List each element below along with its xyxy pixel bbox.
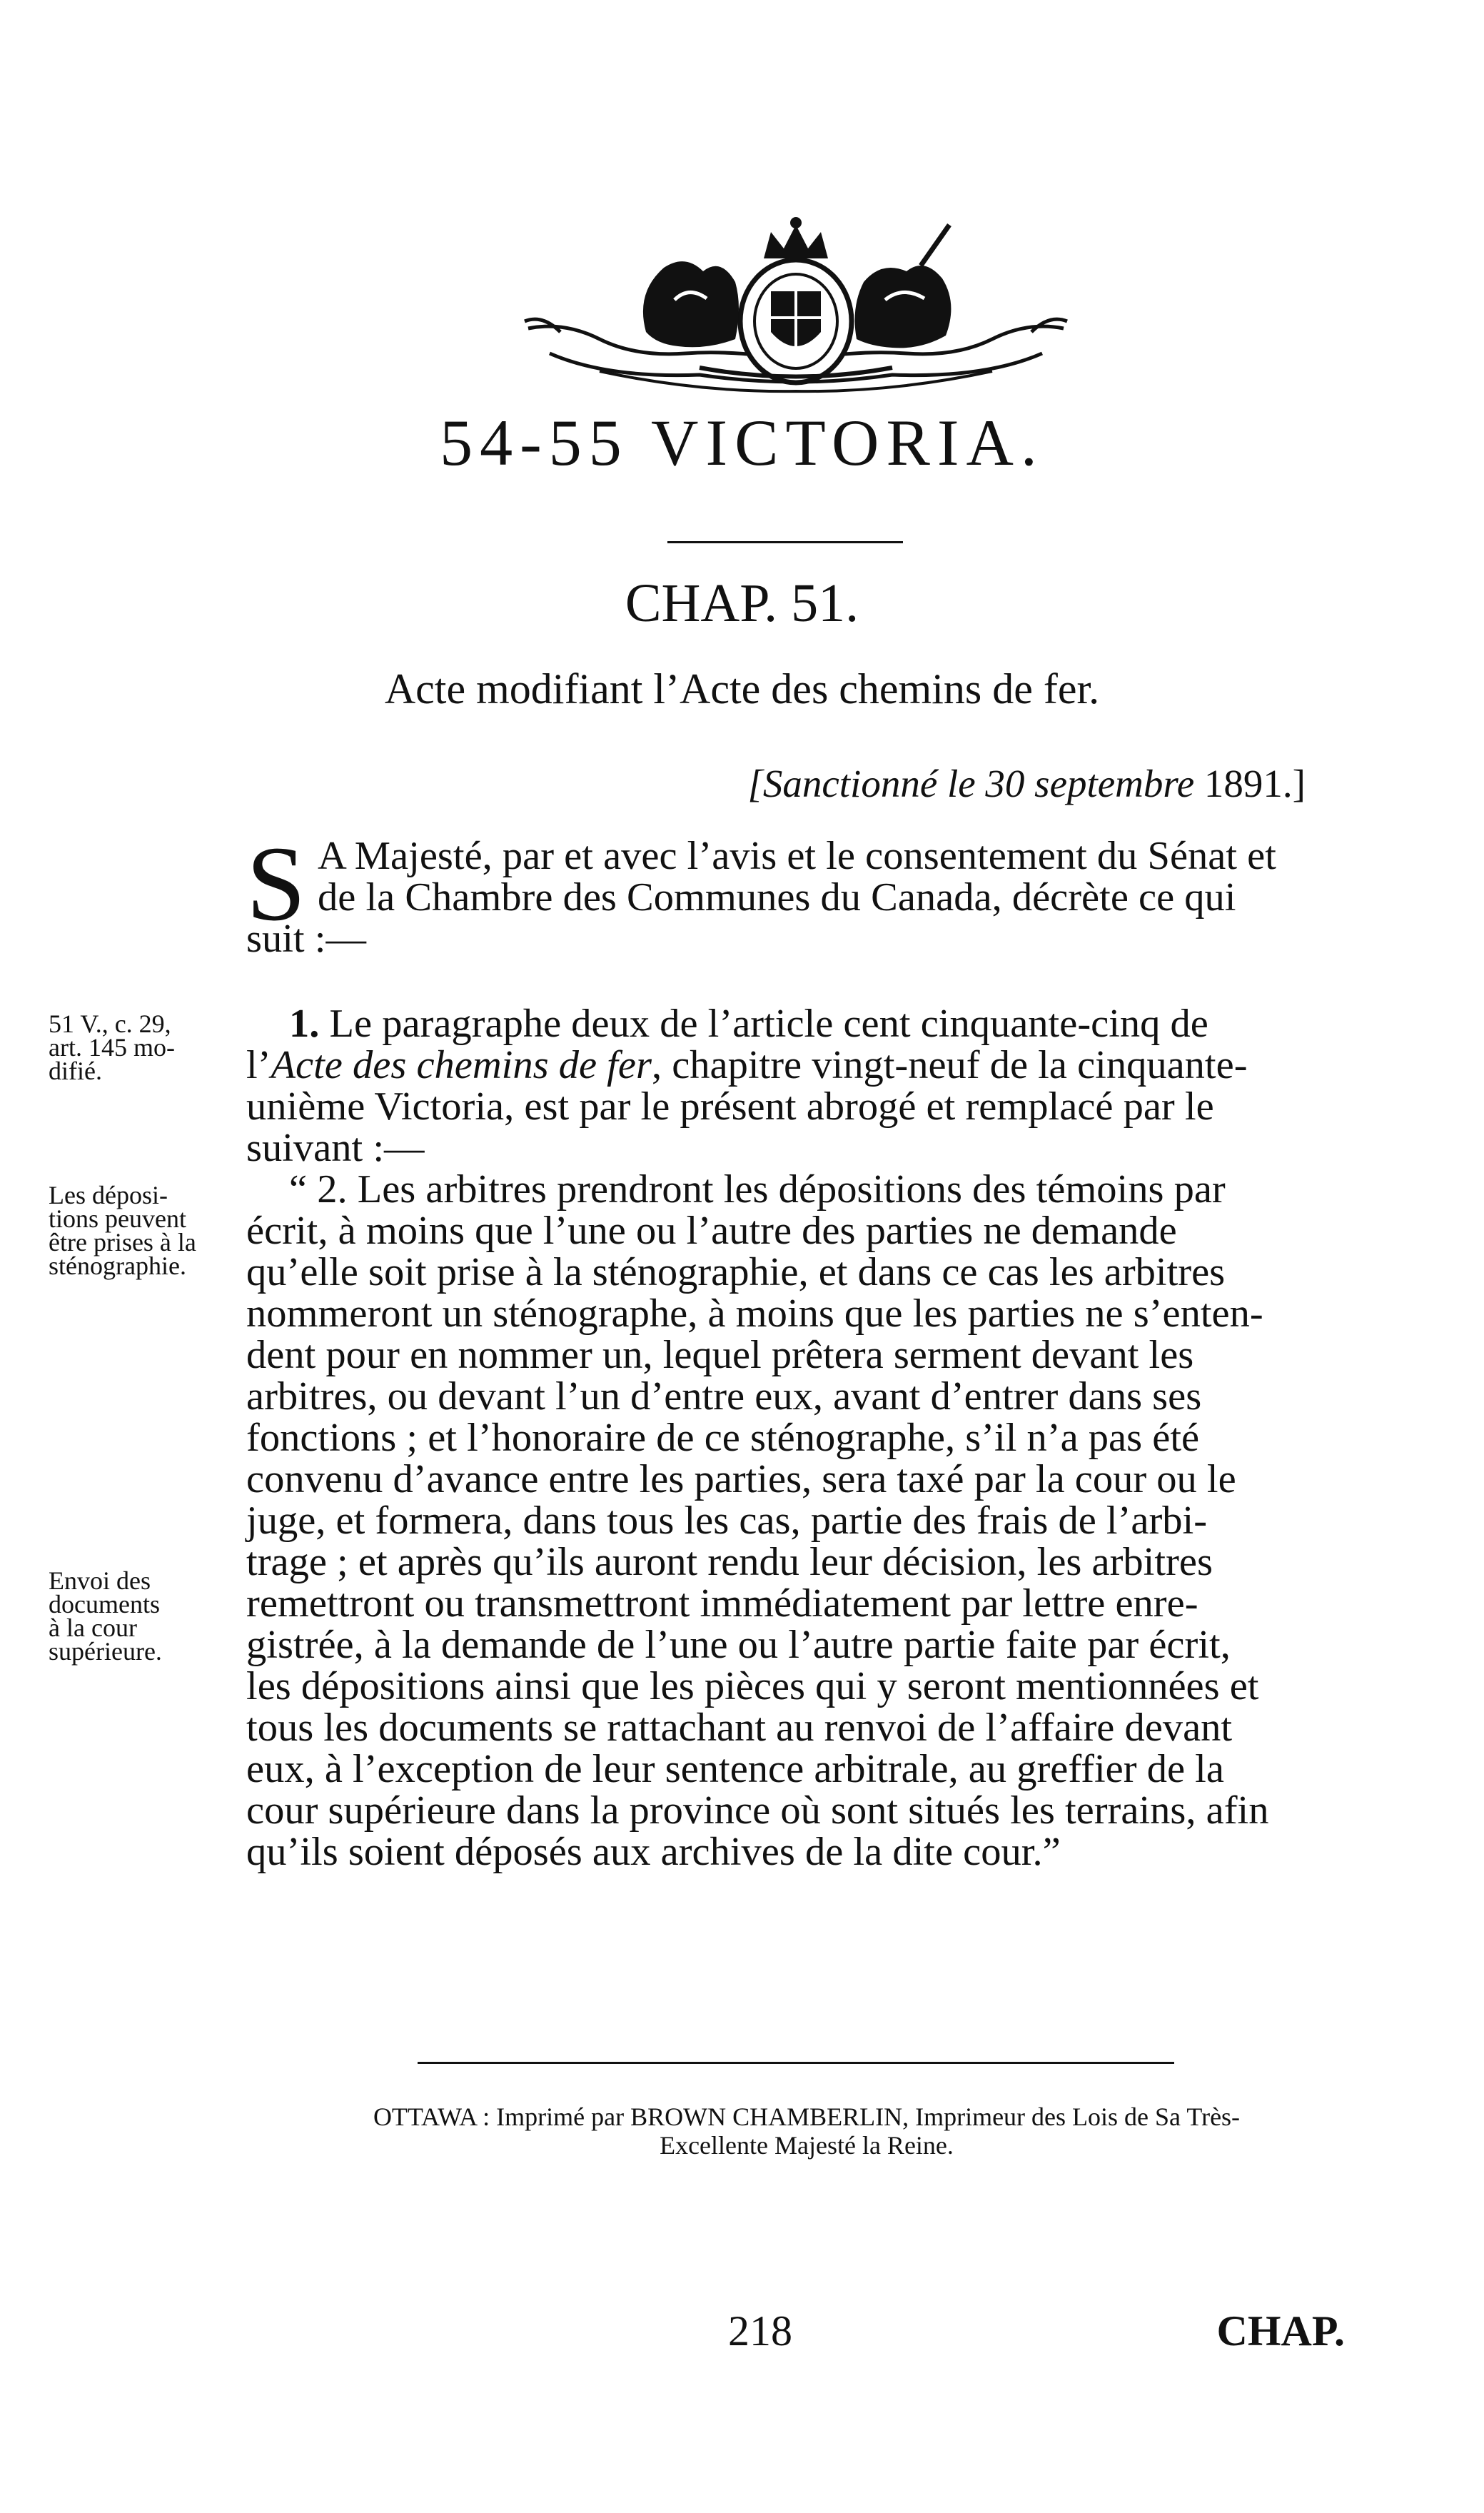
footer-rule — [418, 2062, 1174, 2064]
royal-coat-of-arms-image — [521, 214, 1071, 396]
drop-cap: S — [246, 825, 306, 943]
page-number: 218 — [728, 2307, 792, 2355]
quote-line: “ 2. Les arbitres prendront les dépositions des témoins par — [289, 1167, 1226, 1212]
quote-line: qu’ils soient déposés aux archives de la dite cour.” — [246, 1830, 1061, 1874]
margin-note-line: art. 145 mo- — [49, 1033, 175, 1062]
quote-line: dent pour en nommer un, lequel prêtera serment devant les — [246, 1333, 1194, 1377]
preamble — [246, 835, 1342, 960]
imprint-line: OTTAWA : Imprimé par BROWN CHAMBERLIN, Imprimeur des Lois de Sa Très- — [373, 2102, 1241, 2131]
quote-line: fonctions ; et l’honoraire de ce sténographe, s’il n’a pas été — [246, 1416, 1200, 1460]
section-1 — [246, 1003, 1342, 1873]
margin-note-line: sténographie. — [49, 1252, 186, 1280]
section-line — [246, 1003, 1342, 1044]
act-name-italic: Acte des chemins de fer — [271, 1043, 652, 1087]
margin-note-line: Les déposi- — [49, 1181, 168, 1209]
margin-note — [49, 1181, 196, 1280]
title-rule — [667, 541, 903, 543]
quote-line: gistrée, à la demande de l’une ou l’autre partie faite par écrit, — [246, 1623, 1231, 1667]
catchword: CHAP. — [1216, 2307, 1345, 2355]
margin-note-line: supérieure. — [49, 1637, 162, 1666]
preamble-line: suit :— — [246, 917, 366, 961]
quote-line: arbitres, ou devant l’un d’entre eux, avant d’entrer dans ses — [246, 1374, 1202, 1419]
margin-note-line: difié. — [49, 1057, 102, 1085]
quote-line: convenu d’avance entre les parties, sera taxé par la cour ou le — [246, 1457, 1236, 1501]
quote-line: tous les documents se rattachant au renvoi de l’affaire devant — [246, 1706, 1233, 1750]
margin-note-line: documents — [49, 1590, 160, 1618]
quote-line: remettront ou transmettront immédiatement par lettre enre- — [246, 1581, 1198, 1626]
margin-note-line: Envoi des — [49, 1566, 151, 1595]
sanction-date — [747, 757, 1306, 810]
section-line-text: Le paragraphe deux de l’article cent cinquante-cinq de — [329, 1002, 1208, 1046]
margin-note — [49, 1009, 175, 1085]
quote-line: juge, et formera, dans tous les cas, partie des frais de l’arbi- — [246, 1499, 1208, 1543]
section-line: suivant :— — [246, 1126, 425, 1170]
section-line: unième Victoria, est par le présent abrogé et remplacé par le — [246, 1084, 1214, 1129]
document-title: 54-55 VICTORIA. — [440, 406, 1044, 479]
margin-note-line: être prises à la — [49, 1228, 196, 1256]
margin-note-line: tions peuvent — [49, 1204, 186, 1233]
quote-line: trage ; et après qu’ils auront rendu leur décision, les arbitres — [246, 1540, 1213, 1584]
margin-note — [49, 1566, 162, 1666]
margin-note-line: à la cour — [49, 1613, 137, 1642]
quote-line: écrit, à moins que l’une ou l’autre des parties ne demande — [246, 1209, 1177, 1253]
chapter-heading: CHAP. 51. — [625, 573, 859, 633]
section-line: l’Acte des chemins de fer, chapitre vingt-neuf de la cinquante- — [246, 1043, 1248, 1087]
quote-line: les dépositions ainsi que les pièces qui y seront mentionnées et — [246, 1664, 1259, 1708]
sanction-text: [Sanctionné le 30 septembre — [747, 762, 1204, 805]
section-number: 1. — [289, 1002, 320, 1046]
preamble-line: A Majesté, par et avec l’avis et le consentement du Sénat et — [318, 834, 1276, 878]
printer-imprint — [271, 2102, 1342, 2160]
quote-line: nommeront un sténographe, à moins que les parties ne s’enten- — [246, 1291, 1263, 1336]
quote-line: eux, à l’exception de leur sentence arbitrale, au greffier de la — [246, 1747, 1224, 1791]
preamble-line: de la Chambre des Communes du Canada, décrète ce qui — [318, 875, 1236, 920]
sanction-year: 1891.] — [1203, 762, 1306, 805]
imprint-line: Excellente Majesté la Reine. — [660, 2131, 954, 2160]
quote-line: cour supérieure dans la province où sont situés les terrains, afin — [246, 1788, 1269, 1833]
act-title: Acte modifiant l’Acte des chemins de fer. — [384, 665, 1100, 712]
quote-line: qu’elle soit prise à la sténographie, et dans ce cas les arbitres — [246, 1250, 1226, 1294]
margin-note-line: 51 V., c. 29, — [49, 1009, 171, 1038]
